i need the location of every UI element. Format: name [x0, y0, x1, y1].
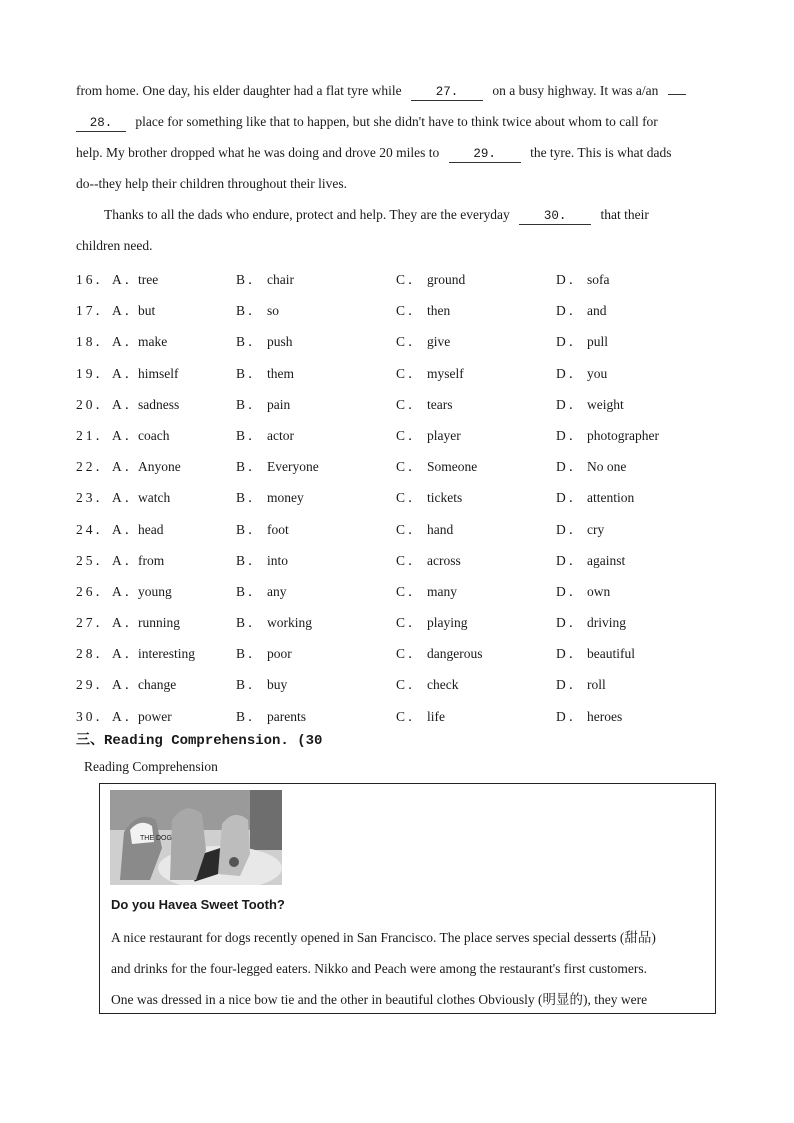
- option-row: [76, 638, 736, 669]
- option-d-label: D．: [556, 396, 586, 412]
- article-line-1: A nice restaurant for dogs recently opened in San Francisco. The place serves special desserts (甜品): [111, 930, 656, 945]
- option-d: roll: [587, 677, 606, 693]
- option-d-label: D．: [556, 334, 586, 350]
- option-a: tree: [138, 272, 159, 287]
- option-c: life: [427, 708, 445, 724]
- option-d-label: D．: [556, 427, 586, 443]
- option-row: [76, 326, 736, 357]
- option-d: attention: [587, 490, 635, 506]
- option-a: power: [138, 708, 172, 724]
- question-number: 20．A．: [76, 396, 142, 412]
- option-d-label: D．: [556, 490, 586, 506]
- option-row: [76, 576, 736, 607]
- section-heading: 三、Reading Comprehension. (30: [76, 733, 323, 749]
- option-row: [76, 264, 736, 295]
- option-c-label: C．: [396, 646, 425, 662]
- passage-line-2: 28. place for something like that to happen, but she didn't have to think twice about whom to call for: [76, 106, 720, 137]
- option-b-label: B．: [236, 677, 265, 693]
- option-c-label: C．: [396, 521, 425, 537]
- option-b: buy: [267, 677, 288, 693]
- option-b-label: B．: [236, 646, 265, 662]
- option-row: [76, 669, 736, 700]
- article-text: [111, 922, 711, 1015]
- option-c: across: [427, 552, 461, 568]
- passage-line-3: help. My brother dropped what he was doing and drove 20 miles to 29. the tyre. This is what dads: [76, 145, 672, 161]
- option-d: you: [587, 365, 608, 381]
- option-c-label: C．: [396, 490, 425, 506]
- option-d: and: [587, 303, 607, 319]
- option-c-label: C．: [396, 396, 425, 412]
- option-b: money: [267, 490, 304, 506]
- question-number: 22．A．: [76, 459, 142, 475]
- article-title: Do you Havea Sweet Tooth?: [111, 897, 285, 912]
- option-a: head: [138, 521, 164, 537]
- option-c: tickets: [427, 490, 463, 506]
- option-c: many: [427, 583, 457, 599]
- option-b: working: [267, 615, 312, 631]
- option-b-label: B．: [236, 334, 265, 350]
- article-line-2: and drinks for the four-legged eaters. Nikko and Peach were among the restaurant's first customers.: [111, 961, 647, 976]
- option-row: [76, 545, 736, 576]
- question-number: 23．A．: [76, 490, 142, 506]
- option-d-label: D．: [556, 365, 586, 381]
- passage-line-1: from home. One day, his elder daughter had a flat tyre while 27. on a busy highway. It was a/an: [76, 75, 720, 106]
- option-d: No one: [587, 459, 627, 475]
- option-b: actor: [267, 427, 294, 443]
- option-b-label: B．: [236, 521, 265, 537]
- cloze-passage: [76, 75, 720, 261]
- option-b: into: [267, 552, 289, 568]
- blank-28: 28.: [76, 115, 126, 132]
- options-list: [76, 264, 736, 732]
- option-row: [76, 420, 736, 451]
- option-a: but: [138, 303, 156, 319]
- option-d: pull: [587, 334, 609, 350]
- blank-29: 29.: [449, 146, 521, 163]
- option-b-label: B．: [236, 490, 265, 506]
- option-c-label: C．: [396, 272, 425, 287]
- photo-sign-text: THE DOG: [140, 835, 172, 842]
- option-c: tears: [427, 396, 453, 412]
- option-d-label: D．: [556, 583, 586, 599]
- question-number: 24．A．: [76, 521, 142, 537]
- option-row: [76, 389, 736, 420]
- option-d-label: D．: [556, 615, 586, 631]
- option-c-label: C．: [396, 303, 425, 319]
- option-b-label: B．: [236, 552, 265, 568]
- passage-line-4: do--they help their children throughout their lives.: [76, 176, 348, 191]
- option-b-label: B．: [236, 708, 265, 724]
- option-d-label: D．: [556, 646, 586, 662]
- option-a: from: [138, 552, 165, 568]
- article-line-3: One was dressed in a nice bow tie and the other in beautiful clothes Obviously (明显的), they were: [111, 992, 648, 1007]
- dogs-photo: [110, 790, 282, 885]
- blank-27: 27.: [411, 84, 483, 101]
- option-d-label: D．: [556, 303, 586, 319]
- question-number: 16．A．: [76, 272, 142, 287]
- option-d-label: D．: [556, 459, 586, 475]
- option-c: myself: [427, 365, 464, 381]
- option-b: Everyone: [267, 459, 319, 475]
- question-number: 30．A．: [76, 708, 142, 724]
- option-d-label: D．: [556, 552, 586, 568]
- option-b: foot: [267, 521, 289, 537]
- option-c-label: C．: [396, 552, 425, 568]
- option-c-label: C．: [396, 583, 425, 599]
- option-d: against: [587, 552, 626, 568]
- question-number: 29．A．: [76, 677, 142, 693]
- option-b: so: [267, 303, 280, 319]
- option-a: young: [138, 583, 172, 599]
- option-b-label: B．: [236, 365, 265, 381]
- option-d: heroes: [587, 708, 623, 724]
- option-c: dangerous: [427, 646, 483, 662]
- option-c: playing: [427, 615, 468, 631]
- option-a: change: [138, 677, 177, 693]
- option-row: [76, 295, 736, 326]
- option-b-label: B．: [236, 459, 265, 475]
- option-b-label: B．: [236, 615, 265, 631]
- option-c-label: C．: [396, 708, 425, 724]
- option-c: check: [427, 677, 459, 693]
- option-b: parents: [267, 708, 306, 724]
- option-a: make: [138, 334, 168, 350]
- question-number: 27．A．: [76, 615, 142, 631]
- question-number: 19．A．: [76, 365, 142, 381]
- option-c-label: C．: [396, 615, 425, 631]
- option-c: then: [427, 303, 451, 319]
- option-b-label: B．: [236, 272, 265, 287]
- article-box: [99, 783, 716, 1014]
- question-number: 26．A．: [76, 583, 142, 599]
- option-d: cry: [587, 521, 605, 537]
- option-a: sadness: [138, 396, 180, 412]
- option-b: poor: [267, 646, 292, 662]
- option-a: running: [138, 615, 180, 631]
- question-number: 25．A．: [76, 552, 142, 568]
- option-b-label: B．: [236, 303, 265, 319]
- option-d: own: [587, 583, 611, 599]
- question-number: 28．A．: [76, 646, 142, 662]
- option-a: coach: [138, 427, 170, 443]
- option-b-label: B．: [236, 396, 265, 412]
- question-number: 17．A．: [76, 303, 142, 319]
- option-row: [76, 482, 736, 513]
- option-d: driving: [587, 615, 626, 631]
- option-c: hand: [427, 521, 454, 537]
- option-c: give: [427, 334, 451, 350]
- option-a: interesting: [138, 646, 195, 662]
- passage-line-5: Thanks to all the dads who endure, protect and help. They are the everyday 30. that their: [104, 207, 649, 223]
- option-row: [76, 701, 736, 732]
- option-c: player: [427, 427, 461, 443]
- option-b: push: [267, 334, 293, 350]
- blank-28-start: [668, 94, 686, 95]
- option-a: Anyone: [138, 459, 181, 475]
- option-b: chair: [267, 272, 294, 287]
- option-c-label: C．: [396, 334, 425, 350]
- option-b-label: B．: [236, 583, 265, 599]
- option-c-label: C．: [396, 427, 425, 443]
- option-c-label: C．: [396, 365, 425, 381]
- option-row: [76, 358, 736, 389]
- option-c-label: C．: [396, 459, 425, 475]
- option-d: photographer: [587, 427, 659, 443]
- option-d-label: D．: [556, 677, 586, 693]
- option-d: beautiful: [587, 646, 635, 662]
- option-d-label: D．: [556, 521, 586, 537]
- option-b: pain: [267, 396, 291, 412]
- blank-30: 30.: [519, 208, 591, 225]
- option-d: sofa: [587, 272, 610, 287]
- option-d: weight: [587, 396, 624, 412]
- option-b: any: [267, 583, 287, 599]
- option-row: [76, 607, 736, 638]
- option-c: Someone: [427, 459, 478, 475]
- option-row: [76, 451, 736, 482]
- option-b-label: B．: [236, 427, 265, 443]
- option-d-label: D．: [556, 272, 586, 287]
- section-subheading: Reading Comprehension: [84, 759, 218, 774]
- question-number: 18．A．: [76, 334, 142, 350]
- option-c: ground: [427, 272, 466, 287]
- option-d-label: D．: [556, 708, 586, 724]
- option-a: watch: [138, 490, 171, 506]
- passage-line-6: children need.: [76, 238, 153, 253]
- option-row: [76, 514, 736, 545]
- question-number: 21．A．: [76, 427, 142, 443]
- option-c-label: C．: [396, 677, 425, 693]
- option-b: them: [267, 365, 294, 381]
- option-a: himself: [138, 365, 179, 381]
